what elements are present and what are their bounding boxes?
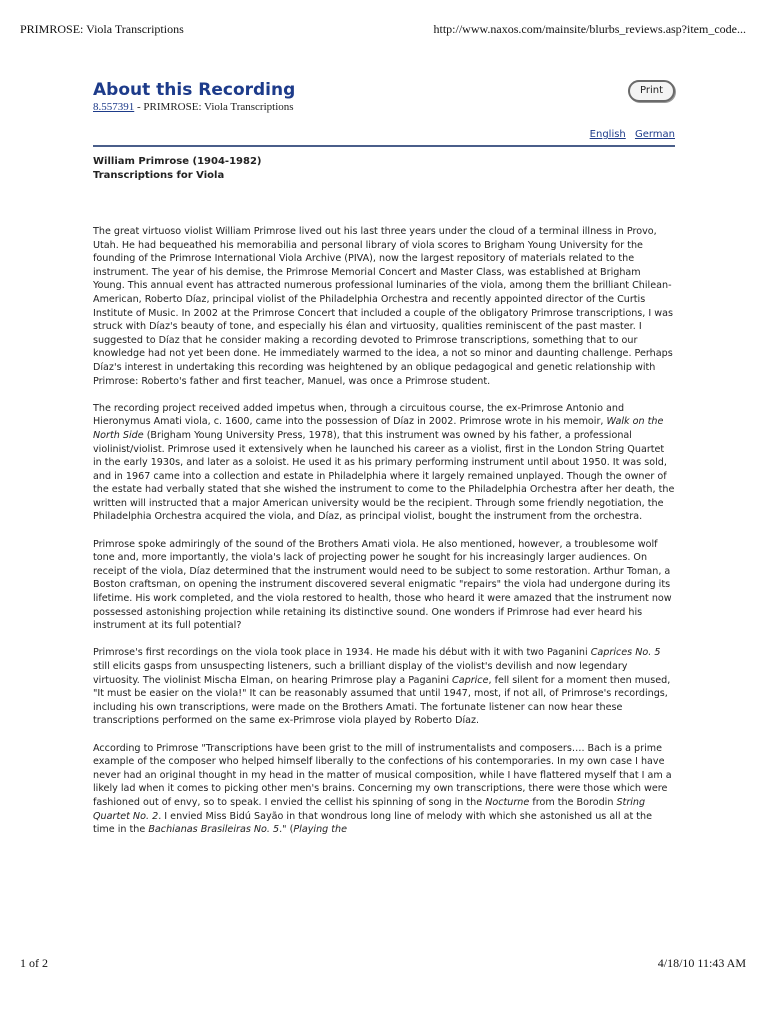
subheading bbox=[93, 155, 675, 183]
catalog-line bbox=[93, 101, 675, 113]
language-selector bbox=[93, 129, 675, 140]
article-paragraph: The great virtuoso violist William Primrose lived out his last three years under the cloud of a terminal illness in Provo, Utah. He had bequeathed his memorabilia and personal library of viola scores to Brigham Young University for the founding of the Primrose International Viola Archive (PIVA), now the largest repository of materials related to the instrument. The year of his demise, the Primrose Memorial Concert and Master Class, was established at Brigham Young. This annual event has attracted numerous professional luminaries of the viola, among them the brilliant Chilean-American, Roberto Díaz, principal violist of the Philadelphia Orchestra and recently appointed director of the Curtis Institute of Music. In 2002 at the Primrose Concert that included a couple of the obligatory Primrose transcriptions, I was struck with Díaz's beauty of tone, and especially his élan and virtuosity, qualities reminiscent of the past master. I suggested to Díaz that he consider making a recording devoted to Primrose transcriptions, something that to our knowledge had not yet been done. He immediately warmed to the idea, a not so minor and daunting challenge. Perhaps Díaz's interest in undertaking this recording was heightened by an oblique pedagogical and genetic relationship with Primrose: Roberto's father and first teacher, Manuel, was once a Primrose student. bbox=[93, 226, 673, 387]
article-paragraph: Primrose's first recordings on the viola took place in 1934. He made his début with it with two Paganini Caprices No. 5 still elicits gasps from unsuspecting listeners, such a brilliant display of the violist's devilish and now legendary virtuosity. The violinist Mischa Elman, on hearing Primrose play a Paganini Caprice, fell silent for a moment then mused, "It must be easier on the viola!" It can be reasonably assumed that until 1947, most, if not all, of Primrose's recordings, including his own transcriptions, were made on the Brothers Amati. The fortunate listener can now hear these transcriptions performed on the same ex-Primrose viola played by Roberto Díaz. bbox=[93, 647, 671, 727]
catalog-title: PRIMROSE: Viola Transcriptions bbox=[143, 101, 294, 113]
header-divider bbox=[93, 145, 675, 147]
work-title: Caprice bbox=[452, 674, 489, 686]
work-title: String Quartet No. 2 bbox=[93, 796, 646, 822]
work-title: Playing the bbox=[293, 824, 348, 836]
work-title: Walk on the North Side bbox=[93, 416, 664, 441]
print-button[interactable]: Print bbox=[628, 80, 675, 102]
article-paragraph: According to Primrose "Transcriptions have been grist to the mill of instrumentalists and composers…. Bach is a prime example of the composer who helped himself liberally to the confections of his contemporaries. In my own case I have never had an original thought in my head in the matter of musical composition, while I have flattered myself that I am a likely lad when it comes to picking other men's brains. Concerning my own transcriptions, there were those which were fashioned out of envy, so to speak. I envied the cellist his spinning of song in the Nocturne from the Borodin String Quartet No. 2. I envied Miss Bidú Sayão in that wondrous long line of melody with which she astonished us all at the time in the Bachianas Brasileiras No. 5." (Playing the bbox=[93, 742, 672, 836]
work-title: Caprices No. 5 bbox=[590, 647, 661, 659]
article-paragraph: Primrose spoke admiringly of the sound of the Brothers Amati viola. He also mentioned, however, a troublesome wolf tone and, more importantly, the viola's lack of projecting power he sought for his increasingly larger audiences. On receipt of the viola, Díaz determined that the instrument would need to be subject to some restoration. Arthur Toman, a Boston craftsman, on opening the instrument discovered several enigmatic "repairs" the viola had undergone during its lifetime. His work completed, and the viola restored to health, those who heard it were amazed that the instrument now possessed astonishing projection while retaining its distinctive sound. One wonders if Primrose had ever heard his instrument at its full potential? bbox=[93, 538, 672, 632]
catalog-number-link[interactable]: 8.557391 bbox=[93, 101, 135, 113]
catalog-separator: - bbox=[134, 101, 144, 113]
work-title: Nocturne bbox=[485, 796, 530, 808]
title-row bbox=[93, 80, 675, 102]
composer-line: William Primrose (1904-1982) bbox=[93, 156, 262, 167]
page-title: About this Recording bbox=[93, 80, 296, 100]
print-header-url: http://www.naxos.com/mainsite/blurbs_reviews.asp?item_code... bbox=[433, 22, 746, 36]
print-header bbox=[20, 22, 746, 38]
language-link-german[interactable]: German bbox=[634, 129, 675, 140]
work-title: Bachianas Brasileiras No. 5 bbox=[148, 824, 280, 836]
language-link-english[interactable]: English bbox=[589, 129, 626, 140]
main-content bbox=[93, 80, 675, 837]
print-header-title: PRIMROSE: Viola Transcriptions bbox=[20, 22, 184, 36]
print-datetime: 4/18/10 11:43 AM bbox=[657, 956, 746, 970]
article-paragraph: The recording project received added impetus when, through a circuitous course, the ex-Primrose Antonio and Hieronymus Amati viola, c. 1600, came into the possession of Díaz in 2002. Primrose wrote in his memoir, Walk on the North Side (Brigham Young University Press, 1978), that this instrument was owned by his father, a professional violinist/violist. Primrose used it extensively when he launched his career as a violist, first in the London String Quartet in the early 1930s, and later as a soloist. He used it as his primary performing instrument until about 1950. It was sold, and in 1967 came into a collection and estate in Philadelphia where it largely remained unplayed. Though the owner of the estate had verbally stated that she wished the instrument to come to the Philadelphia Orchestra after her death, the written will instructed that a major American university would be the recipient. Through some friendly negotiation, the Philadelphia Orchestra acquired the viola, and Díaz, as principal violist, bought the instrument from the orchestra. bbox=[93, 402, 675, 523]
page-number: 1 of 2 bbox=[20, 956, 48, 970]
work-line: Transcriptions for Viola bbox=[93, 170, 225, 181]
article-body bbox=[93, 225, 675, 837]
print-footer bbox=[20, 956, 746, 972]
